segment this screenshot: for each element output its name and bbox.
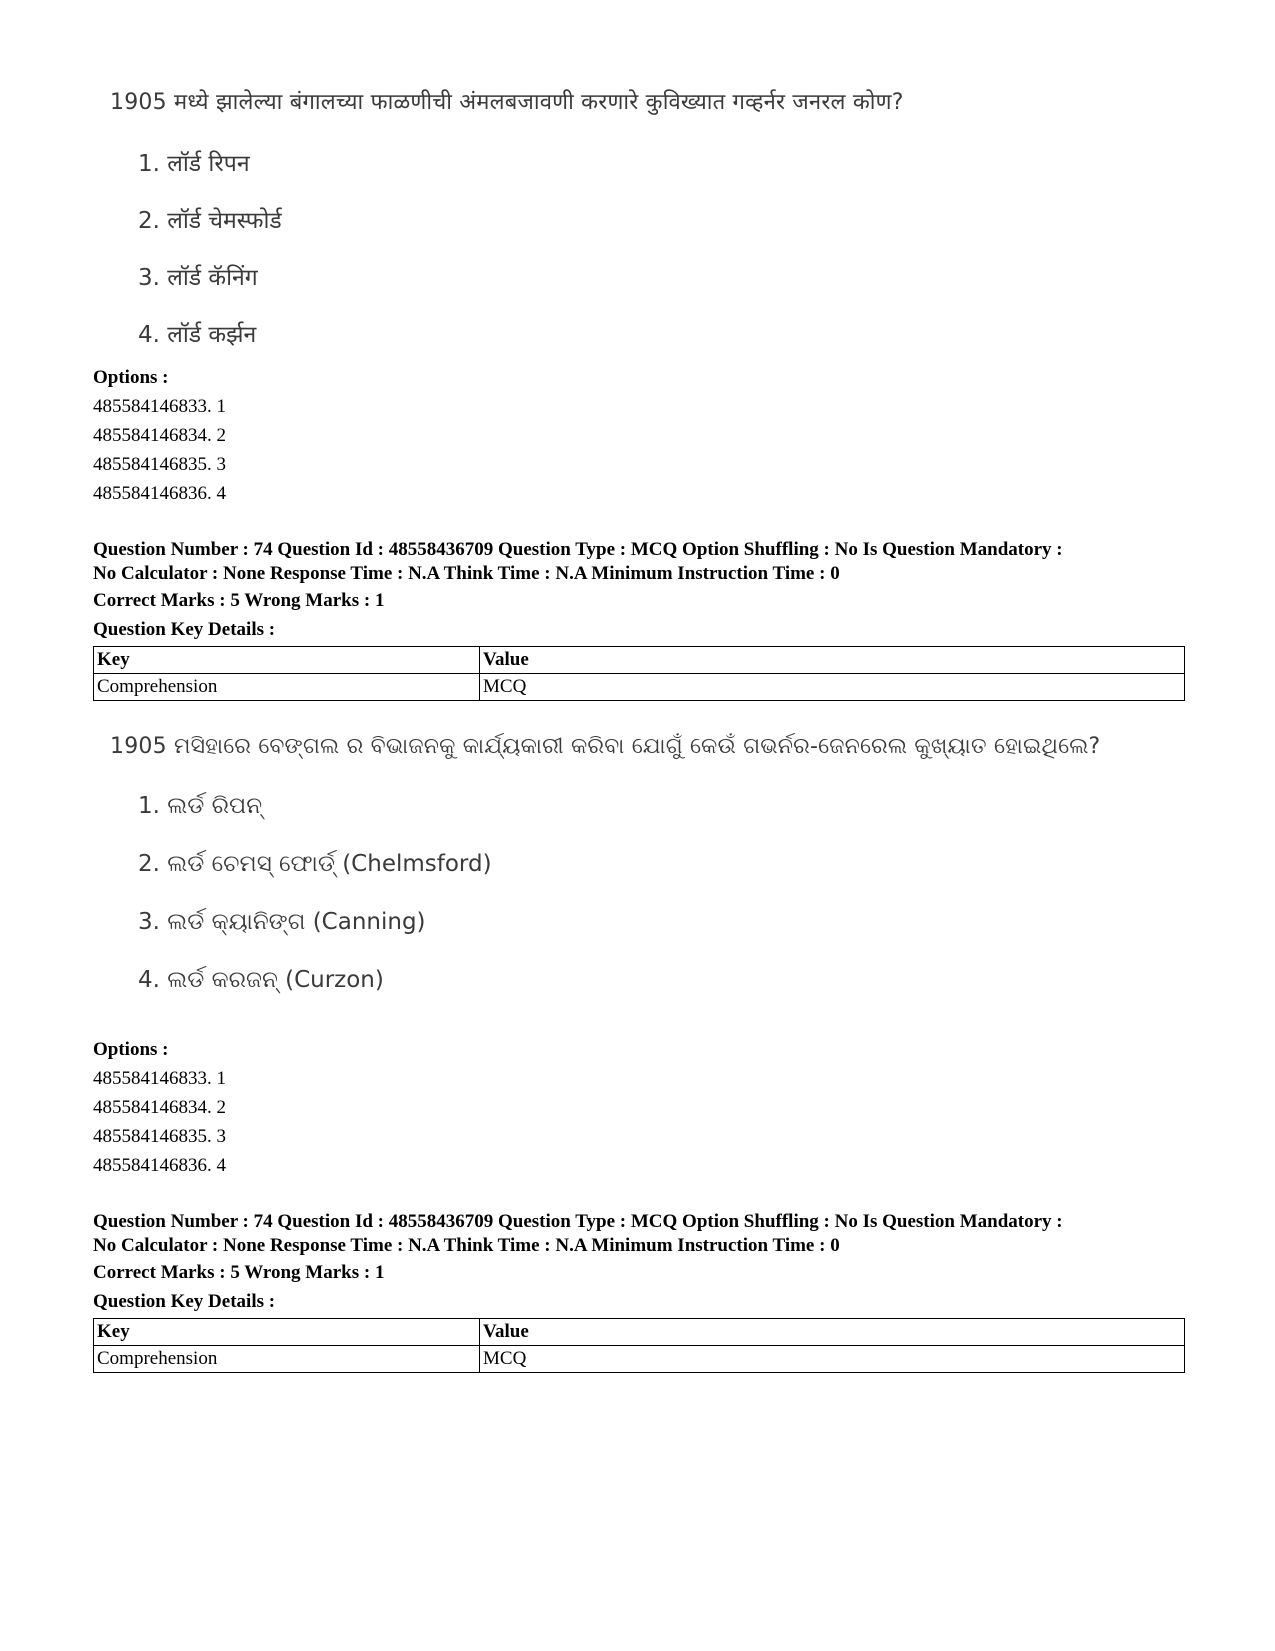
meta-line-1: Question Number : 74 Question Id : 48558436709 Question Type : MCQ Option Shuffling : No Is Question Mandatory : [93,539,1063,560]
question-image-marathi [110,86,904,349]
table-header-row [94,1319,1185,1346]
meta-line-2: No Calculator : None Response Time : N.A Think Time : N.A Minimum Instruction Time : 0 [93,1235,840,1256]
question-image-odia [110,734,1100,993]
table-cell-value: MCQ [480,1346,1185,1373]
question-stem: 1905 मध्ये झालेल्या बंगालच्या फाळणीची अंमलबजावणी करणारे कुविख्यात गव्हर्नर जनरल कोण? [110,90,904,115]
option-id: 485584146833. 1 [93,396,226,417]
table-header-row [94,647,1185,674]
key-details-table [93,1318,1185,1373]
table-header-key: Key [94,647,480,674]
key-details-label: Question Key Details : [93,619,276,640]
option-id: 485584146833. 1 [93,1068,226,1089]
option-id: 485584146834. 2 [93,1097,226,1118]
table-header-value: Value [480,1319,1185,1346]
question-option: 3. ଲର୍ଡ କ୍ୟାନିଙ୍ଗ (Canning) [138,909,426,935]
question-meta [93,1210,1183,1373]
option-id: 485584146835. 3 [93,1126,226,1147]
question-meta [93,538,1183,701]
table-row [94,674,1185,701]
options-label: Options : [93,367,169,388]
options-label: Options : [93,1039,169,1060]
marks-line: Correct Marks : 5 Wrong Marks : 1 [93,1262,385,1283]
table-header-key: Key [94,1319,480,1346]
table-cell-key: Comprehension [94,1346,480,1373]
option-id: 485584146834. 2 [93,425,226,446]
question-option: 2. लॉर्ड चेमस्फोर्ड [138,208,282,234]
marks-line: Correct Marks : 5 Wrong Marks : 1 [93,590,385,611]
table-cell-key: Comprehension [94,674,480,701]
question-option: 2. ଲର୍ଡ ଚେମସ୍ ଫୋର୍ଡ୍ (Chelmsford) [138,851,492,877]
option-id: 485584146836. 4 [93,1155,226,1176]
meta-line-1: Question Number : 74 Question Id : 48558436709 Question Type : MCQ Option Shuffling : No Is Question Mandatory : [93,1211,1063,1232]
meta-line-2: No Calculator : None Response Time : N.A Think Time : N.A Minimum Instruction Time : 0 [93,563,840,584]
table-row [94,1346,1185,1373]
option-id: 485584146835. 3 [93,454,226,475]
question-option: 1. लॉर्ड रिपन [138,151,250,177]
key-details-label: Question Key Details : [93,1291,276,1312]
option-id: 485584146836. 4 [93,483,226,504]
options-list [93,363,1183,508]
options-list [93,1035,1183,1180]
question-stem: 1905 ମସିହାରେ ବେଙ୍ଗଲ ର ବିଭାଜନକୁ କାର୍ଯ୍ୟକାରୀ କରିବା ଯୋଗୁଁ କେଉଁ ଗଭର୍ନର-ଜେନରେଲ କୁଖ୍ୟାତ ହୋଇଥିଲେ? [110,734,1101,759]
question-option: 4. ଲର୍ଡ କରଜନ୍ (Curzon) [138,967,384,993]
question-option: 1. ଲର୍ଡ ରିପନ୍ [138,793,263,819]
table-header-value: Value [480,647,1185,674]
question-option: 3. लॉर्ड कॅनिंग [138,265,258,291]
question-option: 4. लॉर्ड कर्झन [138,322,257,348]
table-cell-value: MCQ [480,674,1185,701]
key-details-table [93,646,1185,701]
